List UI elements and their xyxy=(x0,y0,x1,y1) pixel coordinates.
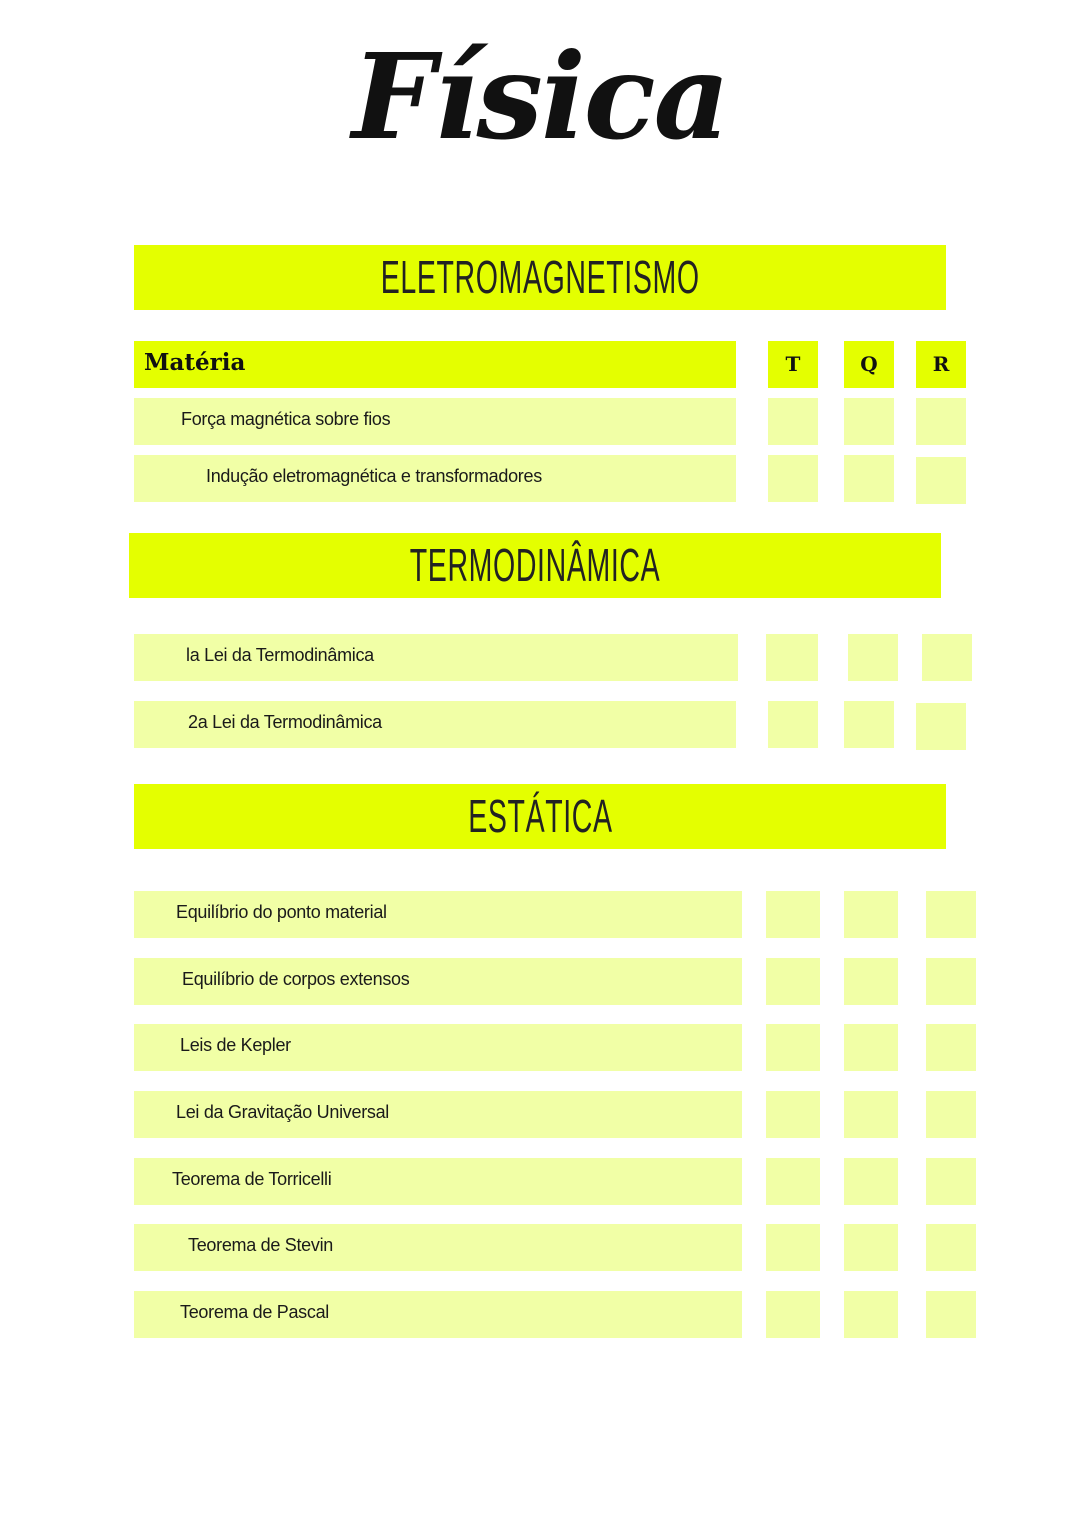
header-col-q: Q xyxy=(844,341,894,388)
checkbox-t[interactable] xyxy=(766,1291,820,1338)
checkbox-t[interactable] xyxy=(766,1224,820,1271)
checkbox-t[interactable] xyxy=(768,455,818,502)
checkbox-r[interactable] xyxy=(916,703,966,750)
row-label: Força magnética sobre fios xyxy=(181,409,391,429)
section-heading-label: TERMODINÂMICA xyxy=(409,539,661,591)
checkbox-t[interactable] xyxy=(768,701,818,748)
checkbox-q[interactable] xyxy=(844,1024,898,1071)
checkbox-q[interactable] xyxy=(844,398,894,445)
section-heading-estatica xyxy=(134,784,946,849)
checkbox-r[interactable] xyxy=(926,891,976,938)
row-label: Leis de Kepler xyxy=(180,1035,291,1055)
table-row xyxy=(134,634,738,681)
table-row xyxy=(134,398,736,445)
row-label: Equilíbrio do ponto material xyxy=(176,902,387,922)
table-row xyxy=(134,1091,742,1138)
table-row xyxy=(134,1224,742,1271)
checkbox-t[interactable] xyxy=(766,1024,820,1071)
checkbox-q[interactable] xyxy=(844,1158,898,1205)
checkbox-r[interactable] xyxy=(916,457,966,504)
checkbox-t[interactable] xyxy=(766,1091,820,1138)
checkbox-q[interactable] xyxy=(844,455,894,502)
checkbox-q[interactable] xyxy=(844,1091,898,1138)
row-label: Equilíbrio de corpos extensos xyxy=(182,969,410,989)
table-row xyxy=(134,701,736,748)
section-heading-label: ELETROMAGNETISMO xyxy=(380,251,700,303)
row-label: la Lei da Termodinâmica xyxy=(186,645,374,665)
table-row xyxy=(134,1024,742,1071)
checkbox-r[interactable] xyxy=(926,1091,976,1138)
checkbox-r[interactable] xyxy=(916,398,966,445)
checkbox-r[interactable] xyxy=(926,1291,976,1338)
row-label: Teorema de Stevin xyxy=(188,1235,333,1255)
page-title: Física xyxy=(351,27,729,166)
header-materia: Matéria xyxy=(144,349,246,376)
checkbox-q[interactable] xyxy=(844,1224,898,1271)
row-label: Teorema de Pascal xyxy=(180,1302,329,1322)
table-row xyxy=(134,958,742,1005)
row-label: Lei da Gravitação Universal xyxy=(176,1102,390,1122)
checkbox-r[interactable] xyxy=(922,634,972,681)
row-label: Teorema de Torricelli xyxy=(172,1169,332,1189)
table-header xyxy=(134,341,736,388)
checkbox-r[interactable] xyxy=(926,1224,976,1271)
checkbox-r[interactable] xyxy=(926,1024,976,1071)
row-label: Indução eletromagnética e transformadores xyxy=(206,466,542,486)
checkbox-t[interactable] xyxy=(766,634,818,681)
table-row xyxy=(134,891,742,938)
checkbox-t[interactable] xyxy=(766,891,820,938)
table-row xyxy=(134,1291,742,1338)
checkbox-q[interactable] xyxy=(848,634,898,681)
section-heading-eletromagnetismo xyxy=(134,245,946,310)
checkbox-t[interactable] xyxy=(768,398,818,445)
section-heading-termodinamica xyxy=(129,533,941,598)
table-row xyxy=(134,1158,742,1205)
checkbox-q[interactable] xyxy=(844,1291,898,1338)
checkbox-t[interactable] xyxy=(766,958,820,1005)
section-heading-label: ESTÁTICA xyxy=(467,790,613,842)
header-col-r: R xyxy=(916,341,966,388)
checkbox-r[interactable] xyxy=(926,958,976,1005)
table-row xyxy=(134,455,736,502)
checkbox-r[interactable] xyxy=(926,1158,976,1205)
checkbox-q[interactable] xyxy=(844,958,898,1005)
row-label: 2a Lei da Termodinâmica xyxy=(188,712,382,732)
checkbox-q[interactable] xyxy=(844,891,898,938)
checkbox-t[interactable] xyxy=(766,1158,820,1205)
checkbox-q[interactable] xyxy=(844,701,894,748)
header-col-t: T xyxy=(768,341,818,388)
